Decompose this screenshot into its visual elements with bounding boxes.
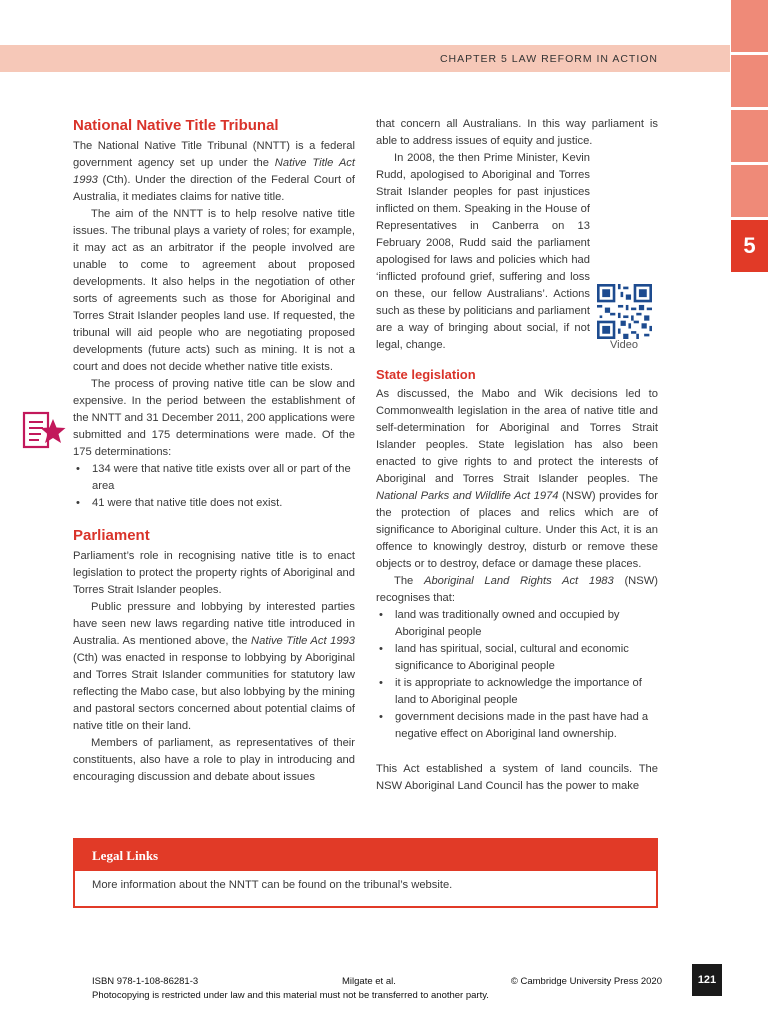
list-item: • 134 were that native title exists over all or part of the area [73,461,355,495]
state-legislation-heading: State legislation [376,367,476,382]
nntt-paragraph-1: The National Native Title Tribunal (NNTT) is a federal government agency set up under the Native Title Act 1993 (Cth). Under the direction of the Federal Court of Australia, it mediates claims for native title. [73,140,355,203]
list-item: • government decisions made in the past have had a negative effect on Aboriginal land ownership. [376,709,658,743]
side-tab-4[interactable] [731,165,768,217]
land-rights-list [376,607,658,743]
state-legislation-paragraph-2: The Aboriginal Land Rights Act 1983 (NSW) recognises that: [376,575,658,604]
chapter-header-text: CHAPTER 5 LAW REFORM IN ACTION [439,53,658,65]
list-item: • land was traditionally owned and occupied by Aboriginal people [376,607,658,641]
page-number: 121 [692,964,722,996]
nntt-paragraph-3: The process of proving native title can be slow and expensive. In the period between the establishment of the NNTT and 31 December 2011, 200 applications were submitted and 175 determinations were made. Of the 175 determinations: [73,378,355,458]
worksheet-star-icon[interactable] [22,410,68,452]
list-item: • land has spiritual, social, cultural and economic significance to Aboriginal people [376,641,658,675]
video-qr-code-icon[interactable] [597,284,652,339]
rudd-apology-paragraph: In 2008, the then Prime Minister, Kevin Rudd, apologised to Aboriginal and Torres Strait Islander peoples for past injustices inflicted on them. Speaking in the House of Representatives in Canberra on 13 February 2008, Rudd said the parliament apologised for laws and policies which had ‘inflicted profound grief, suffering and loss on these, our fellow Australians’. Actions such as these by politicians and parliament are a way of bringing about social, if not legal, change. [376,152,590,351]
parliament-heading: Parliament [73,527,150,544]
state-legislation-paragraph-3: This Act established a system of land councils. The NSW Aboriginal Land Council has the power to make [376,763,658,792]
legal-links-heading: Legal Links [75,840,656,871]
footer-notice: Photocopying is restricted under law and this material must not be transferred to another party. [92,990,489,1001]
footer-isbn: ISBN 978-1-108-86281-3 [92,976,199,987]
parliament-paragraph-1: Parliament’s role in recognising native title is to enact legislation to protect the property rights of Aboriginal and Torres Strait Islander peoples. [73,550,355,596]
nntt-heading: National Native Title Tribunal [73,117,279,134]
video-label: Video [610,339,638,351]
footer-authors: Milgate et al. [342,976,396,987]
nntt-determinations-list [73,461,355,512]
side-tab-chapter-5[interactable]: 5 [731,220,768,272]
side-tab-1[interactable] [731,0,768,52]
legal-links-box [73,838,658,908]
left-column [73,116,355,786]
parliament-paragraph-2: Public pressure and lobbying by interested parties have seen new laws regarding native title introduced in Australia. As mentioned above, the Native Title Act 1993 (Cth) was enacted in response to lobbying by Aboriginal and Torres Strait Islander communities for statutory law reflecting the Mabo case, but also lobbying by the mining and pastoral sectors concerned about potential claims of native title on their land. [73,601,355,732]
side-tab-3[interactable] [731,110,768,162]
footer-copyright: © Cambridge University Press 2020 [510,976,662,987]
parliament-paragraph-3: Members of parliament, as representatives of their constituents, also have a role to play in introducing and encouraging discussion and debate about issues [73,737,355,783]
nntt-paragraph-2: The aim of the NNTT is to help resolve native title issues. The tribunal plays a variety of roles; for example, it may act as an arbitrator if the people involved are unable to come to agreement about proposed developments. It also helps in the negotiation of other sorts of agreements such as those for Aboriginal and Torres Strait Islander peoples land use. If requested, the tribunal will aid people who are negotiating proposed developments (future acts) such as mining. It is not a court and does not decide whether native title exists. [73,208,355,373]
parliament-continued-paragraph: that concern all Australians. In this way parliament is able to address issues of equity and justice. [376,118,658,147]
list-item: • 41 were that native title does not exist. [73,495,355,512]
state-legislation-paragraph-1: As discussed, the Mabo and Wik decisions led to Commonwealth legislation in the area of native title and self-determination for Aboriginal and Torres Strait Islander peoples. State legislation has also been enacted to give rights to and protect the interests of Aboriginal and Torres Strait Islander peoples. The National Parks and Wildlife Act 1974 (NSW) provides for the protection of places and relics which are of significance to Aboriginal culture. Under this Act, it is an offence to knowingly destroy, disturb or remove these objects or to destroy, deface or damage these places. [376,388,658,570]
list-item: • it is appropriate to acknowledge the importance of land to Aboriginal people [376,675,658,709]
right-column [376,116,658,795]
legal-links-body[interactable]: More information about the NNTT can be found on the tribunal’s website. [92,879,453,891]
side-tab-2[interactable] [731,55,768,107]
page-footer [92,976,662,1001]
